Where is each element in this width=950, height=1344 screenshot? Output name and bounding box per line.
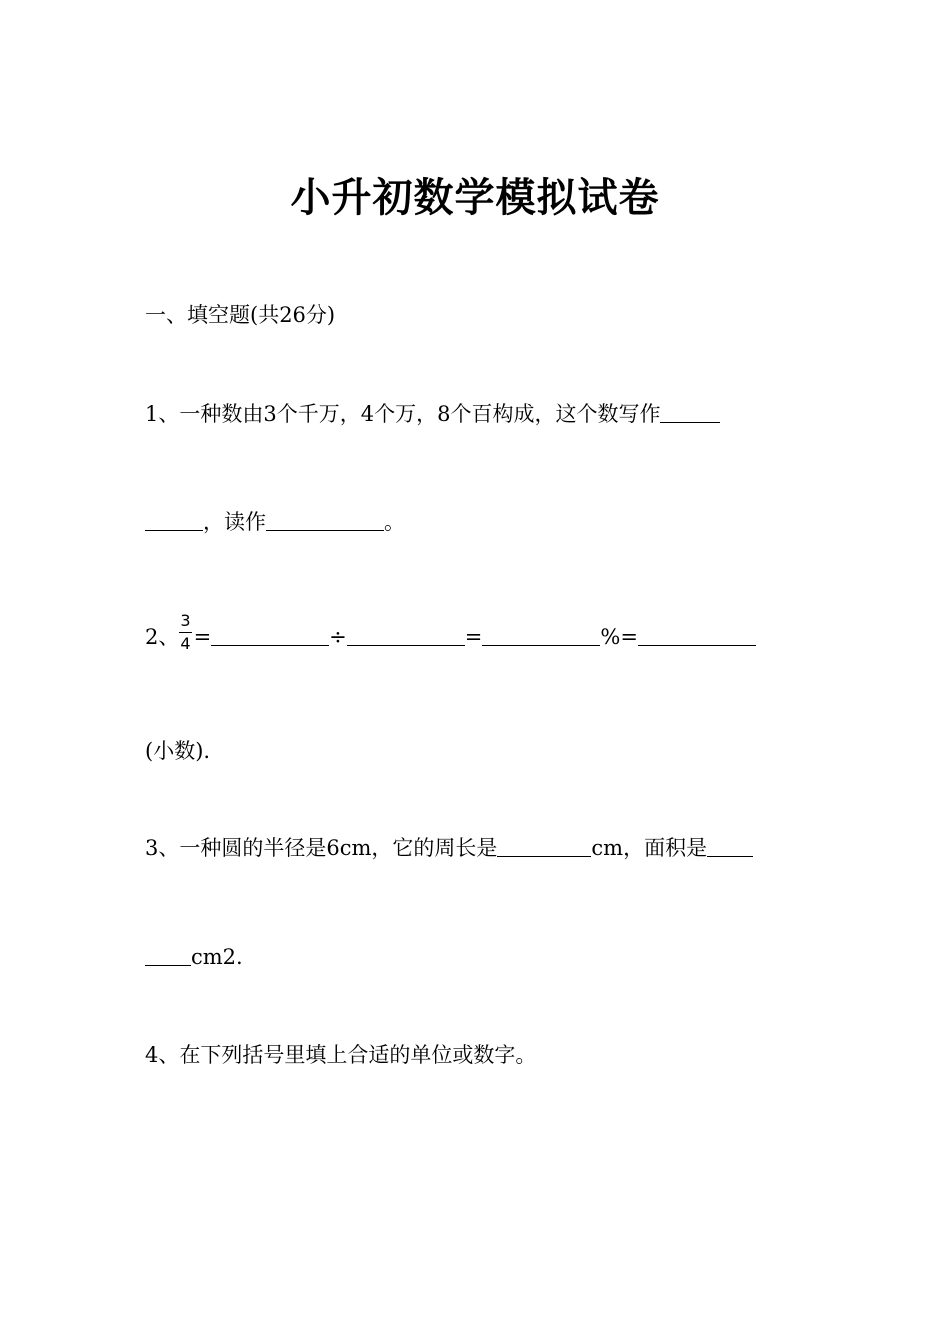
answer-blank[interactable] (211, 623, 329, 646)
fraction (179, 612, 191, 653)
question-4-text: 4、在下列括号里填上合适的单位或数字。 (145, 1043, 537, 1067)
question-1-read-label: ，读作 (203, 510, 266, 534)
question-1-line-2 (145, 507, 405, 537)
question-1-line-1 (145, 399, 720, 429)
question-2-decimal-label: (小数). (145, 739, 211, 763)
page-title: 小升初数学模拟试卷 (290, 174, 660, 221)
answer-blank[interactable] (145, 508, 203, 531)
question-3-unit: cm2. (191, 945, 243, 969)
percent-equals: %= (600, 625, 638, 649)
question-1-text: 1、一种数由3个千万，4个万，8个百构成，这个数写作 (145, 402, 661, 426)
section-heading-text: 一、填空题(共26分) (145, 303, 336, 327)
answer-blank[interactable] (660, 400, 720, 423)
answer-blank[interactable] (482, 623, 600, 646)
question-2-line-2 (145, 736, 210, 766)
fraction-bar (179, 632, 191, 633)
fraction-numerator: 3 (180, 611, 191, 630)
section-heading (145, 300, 335, 330)
question-1-end: 。 (384, 510, 405, 534)
fraction-denominator: 4 (180, 634, 191, 653)
question-3-line-2 (145, 942, 243, 972)
question-3-text-a: 3、一种圆的半径是6cm，它的周长是 (145, 836, 498, 860)
answer-blank[interactable] (638, 623, 756, 646)
question-4-line-1 (145, 1040, 536, 1070)
equals-sign: = (464, 625, 483, 649)
divide-sign: ÷ (329, 625, 347, 649)
equals-sign: = (193, 625, 212, 649)
question-2-line-1 (145, 611, 756, 659)
answer-blank[interactable] (707, 834, 753, 857)
question-3-line-1 (145, 833, 753, 863)
question-3-text-b: cm，面积是 (591, 836, 708, 860)
answer-blank[interactable] (497, 834, 591, 857)
question-2-prefix: 2、 (145, 625, 180, 649)
answer-blank[interactable] (347, 623, 465, 646)
answer-blank[interactable] (266, 508, 384, 531)
answer-blank[interactable] (145, 943, 191, 966)
